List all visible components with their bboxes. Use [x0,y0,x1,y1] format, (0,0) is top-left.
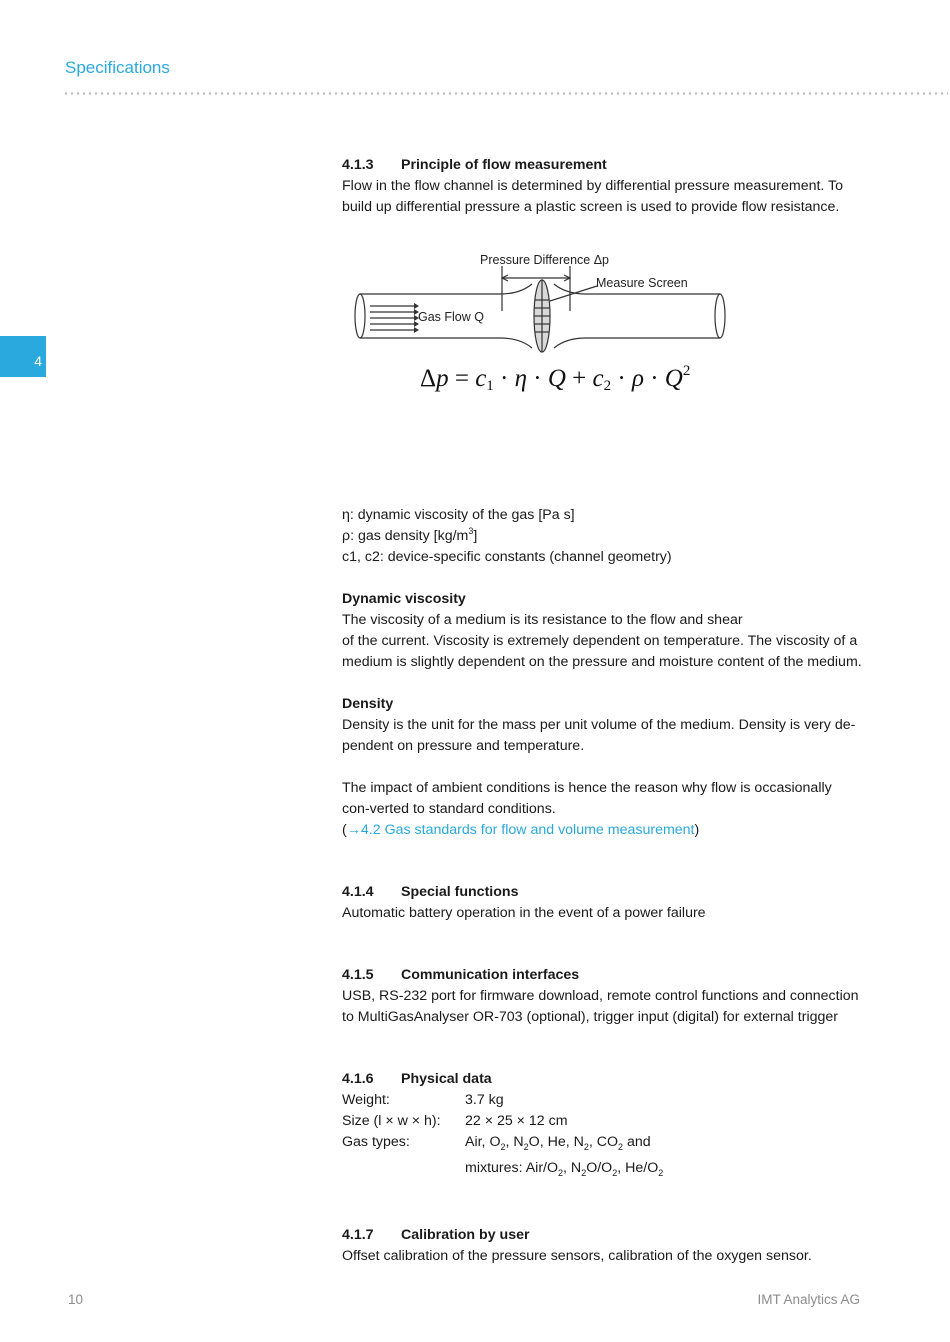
gas-standards-reference: (→4.2 Gas standards for flow and volume measurement) [342,822,700,838]
gas-standards-link[interactable]: →4.2 Gas standards for flow and volume measurement [346,822,695,838]
section-title: Principle of flow measurement [401,157,607,173]
size-label: Size (l × w × h): [342,1113,441,1129]
physical-row-gas [342,1132,862,1184]
legend-rho: ρ: gas density $[kg/m^3]$ [342,526,478,544]
section-title: Calibration by user [401,1226,530,1243]
section-body: Offset calibration of the pressure sensors, calibration of the oxygen sensor. [342,1247,812,1264]
section-heading-4-1-7 [342,1225,862,1246]
section-title: Communication interfaces [401,967,580,983]
page-number: 10 [68,1292,84,1307]
section-heading-4-1-3 [342,155,862,176]
viscosity-line1: The viscosity of a medium is its resistance to the flow and shear [342,612,743,628]
gas-flow-label: Gas Flow Q [418,310,484,324]
flow-measurement-diagram [342,253,862,456]
legend-constants: c1, c2: device-specific constants (channel geometry) [342,549,672,565]
flow-formula: $\Delta p = c_1 \cdot \eta \cdot Q + c_2 \cdot \rho \cdot Q^2$ [420,363,691,394]
section-heading-4-1-6 [342,1069,862,1090]
density-body: Density is the unit for the mass per unit volume of the medium. Density is very de-pendent on pressure and temperature. [342,717,856,754]
gas-value: Air, $O_2$, $N_2O$, He, $N_2$, $CO_2$ and mixtures: Air/$O_2$, $N_2O/O_2$, $He/O_2$ [465,1134,664,1178]
density-heading: Density [342,696,394,712]
viscosity-line2: of the current. Viscosity is extremely dependent on temperature. The viscosity of a medium is slightly dependent on the pressure and moisture content of the medium. [342,633,862,670]
section-number: 4.1.4 [342,884,374,900]
section-heading-4-1-4 [342,882,862,903]
weight-label: Weight: [342,1092,390,1108]
chapter-number: 4 [34,353,42,369]
measure-screen-label: Measure Screen [596,276,688,290]
section-body: USB, RS-232 port for firmware download, remote control functions and connection to MultiGasAnalyser OR-703 (optional), trigger input (digital) for external trigger [342,988,859,1025]
chapter-tab[interactable] [0,336,46,377]
legend-eta: η: dynamic viscosity of the gas [Pa s] [342,507,575,523]
section-title: Special functions [401,884,519,900]
header-title: Specifications [65,58,170,77]
viscosity-heading: Dynamic viscosity [342,591,466,607]
section-number: 4.1.5 [342,967,374,983]
size-value: 22 × 25 × 12 cm [465,1113,568,1129]
density-impact: The impact of ambient conditions is hence the reason why flow is occasionally con-verted to standard conditions. [342,780,832,817]
section-heading-4-1-5 [342,965,862,986]
pressure-difference-label: Pressure Difference Δp [480,253,610,267]
section-number: 4.1.3 [342,157,374,173]
page-content [342,155,862,1267]
section-body: Flow in the flow channel is determined by differential pressure measurement. To build up differential pressure a plastic screen is used to provide flow resistance. [342,178,844,215]
footer-company: IMT Analytics AG [757,1292,860,1307]
header-divider [63,92,948,95]
section-body: Automatic battery operation in the event of a power failure [342,905,706,921]
gas-label: Gas types: [342,1134,410,1150]
section-title: Physical data [401,1071,492,1087]
physical-row-weight [342,1090,862,1111]
section-number: 4.1.7 [342,1226,374,1243]
physical-row-size [342,1111,862,1132]
weight-value: 3.7 kg [465,1092,504,1108]
section-number: 4.1.6 [342,1071,374,1087]
